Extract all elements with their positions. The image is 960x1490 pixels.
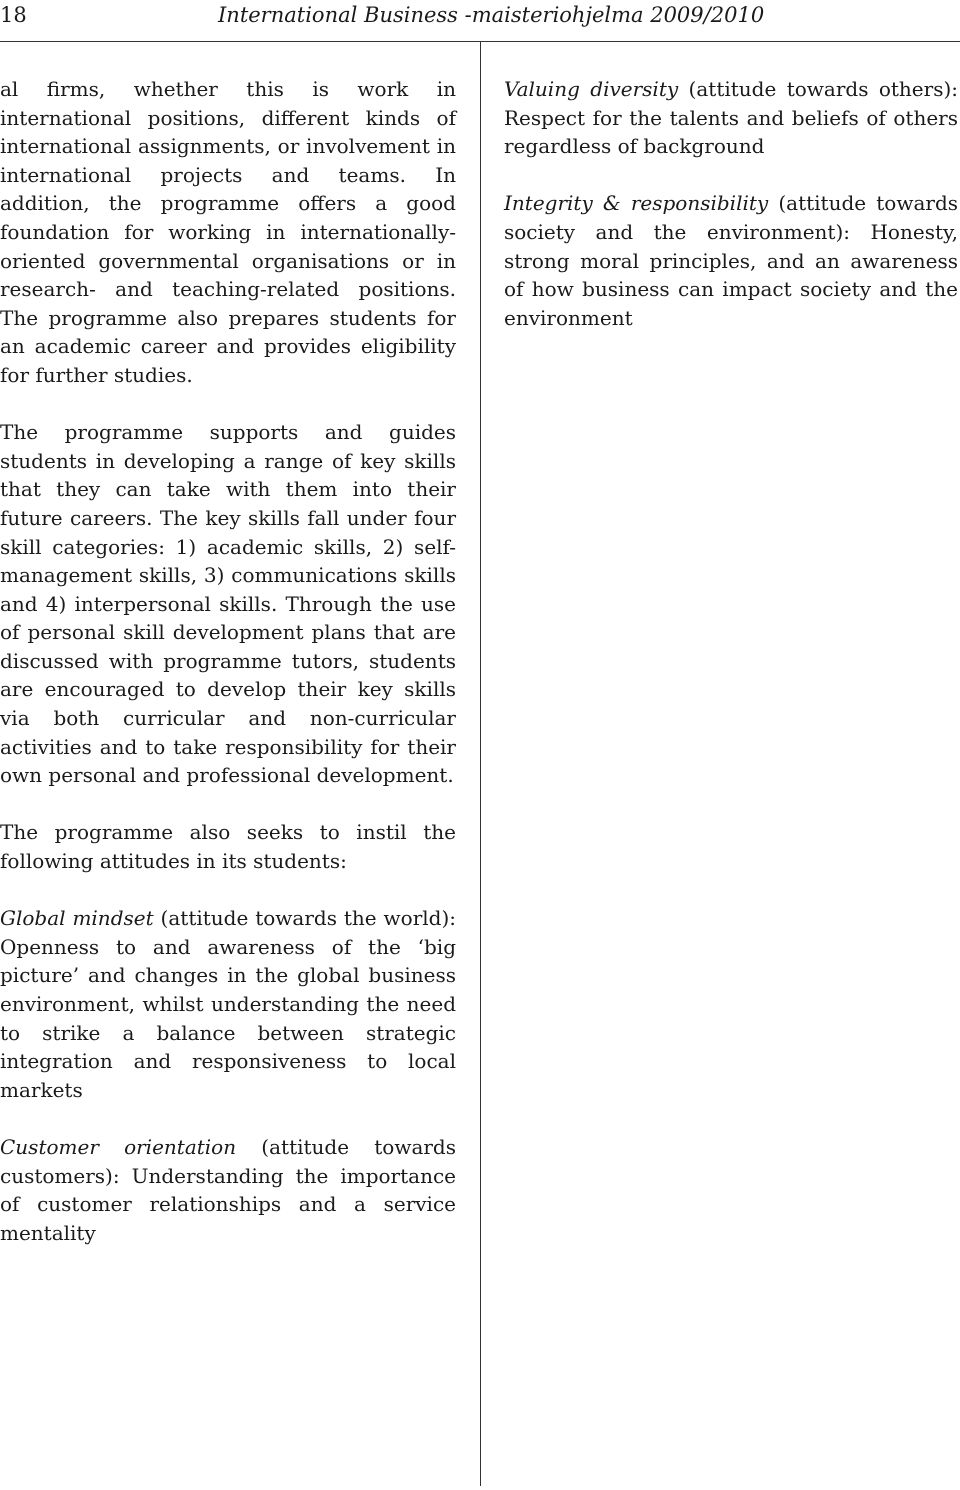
attitude-integrity-responsibility [504, 189, 958, 332]
attitude-term: Integrity & responsibility [504, 191, 769, 216]
right-column [504, 75, 958, 361]
attitude-term: Global mindset [0, 906, 154, 931]
career-paragraph: al firms, whether this is work in international positions, different kinds of international assignments, or involvement in international projects and teams. In addition, the programme offers a good foundation for working in internationally-oriented governmental organisations or in research- and teaching-related positions. The programme also prepares students for an academic career and provides eligibility for further studies. [0, 77, 456, 387]
column-divider [480, 42, 481, 1486]
running-title: International Business -maisteriohjelma 2009/2010 [218, 3, 765, 27]
attitude-customer-orientation [0, 1133, 456, 1247]
attitudes-intro-paragraph: The programme also seeks to instil the following attitudes in its students: [0, 820, 456, 874]
key-skills-paragraph: The programme supports and guides students in developing a range of key skills that they can take with them into their future careers. The key skills fall under four skill categories: 1) academic skills, 2) self-management skills, 3) communications skills and 4) interpersonal skills. Through the use of personal skill development plans that are discussed with programme tutors, students are encouraged to develop their key skills via both curricular and non-curricular activities and to take responsibility for their own personal and professional development. [0, 420, 456, 788]
attitude-description: (attitude towards customers): Understanding the importance of customer relationships and a service mentality [0, 1134, 456, 1245]
attitude-term: Customer orientation [0, 1134, 237, 1159]
attitude-valuing-diversity [504, 75, 958, 161]
left-column [0, 75, 456, 1276]
attitude-description: (attitude towards the world): Openness to and awareness of the ‘big picture’ and changes in the global business environment, whilst understanding the need to strike a balance between strategic integration and responsiveness to local markets [0, 906, 456, 1102]
attitude-description: (attitude towards others): Respect for the talents and beliefs of others regardless of background [504, 77, 958, 159]
page-number: 18 [0, 3, 27, 27]
attitude-description: (attitude towards society and the environment): Honesty, strong moral principles, and an awareness of how business can impact society and the environment [504, 191, 959, 330]
page-header [0, 0, 960, 40]
attitude-global-mindset [0, 904, 456, 1104]
attitude-term: Valuing diversity [504, 77, 679, 101]
